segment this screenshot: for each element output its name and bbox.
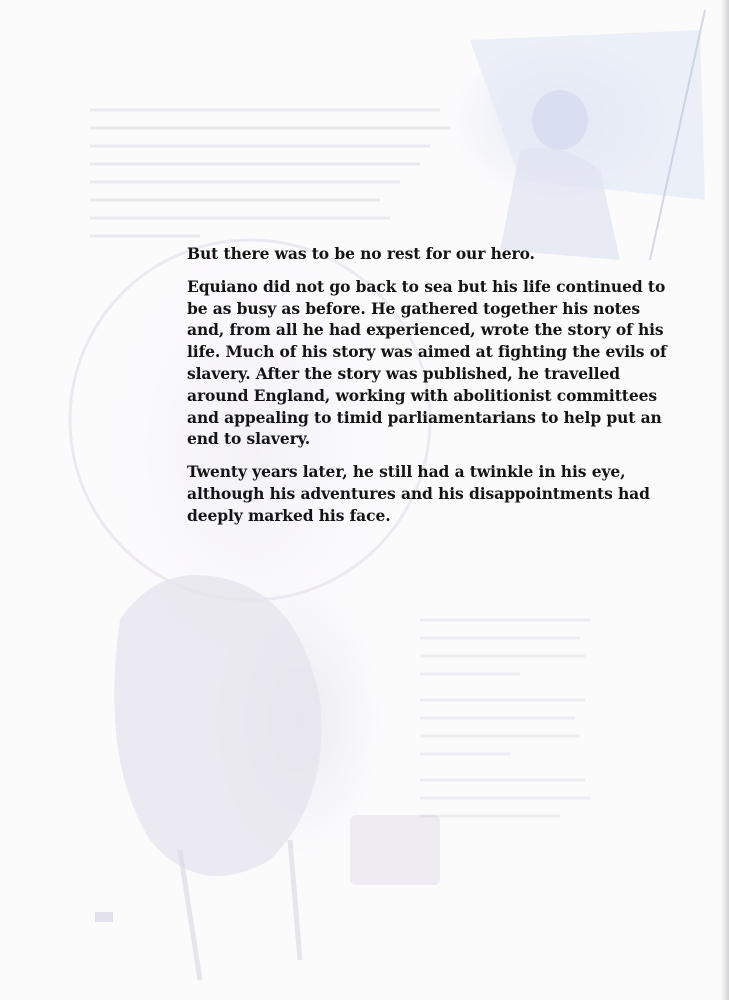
faded-figure-head — [532, 90, 588, 150]
paragraph-1: But there was to be no rest for our hero. — [187, 244, 535, 263]
story-text — [187, 243, 679, 538]
faded-chest-shape — [350, 815, 440, 885]
faded-seated-figure — [114, 575, 321, 876]
paragraph-3: Twenty years later, he still had a twinkle in his eye, although his adventures and his disappointments had deeply marked his face. — [187, 462, 650, 525]
page-edge-shadow — [721, 0, 729, 1000]
faded-ghost-text-top — [90, 110, 450, 236]
paragraph-2: Equiano did not go back to sea but his life continued to be as busy as before. He gathered together his notes and, from all he had experienced, wrote the story of his life. Much of his story was aimed at fighting the evils of slavery. After the story was published, he travelled around England, working with abolitionist committees and appealing to timid parliamentarians to help put an end to slavery. — [187, 276, 667, 449]
faded-page-number-mark — [95, 912, 113, 922]
faded-ghost-text-right — [420, 620, 590, 816]
